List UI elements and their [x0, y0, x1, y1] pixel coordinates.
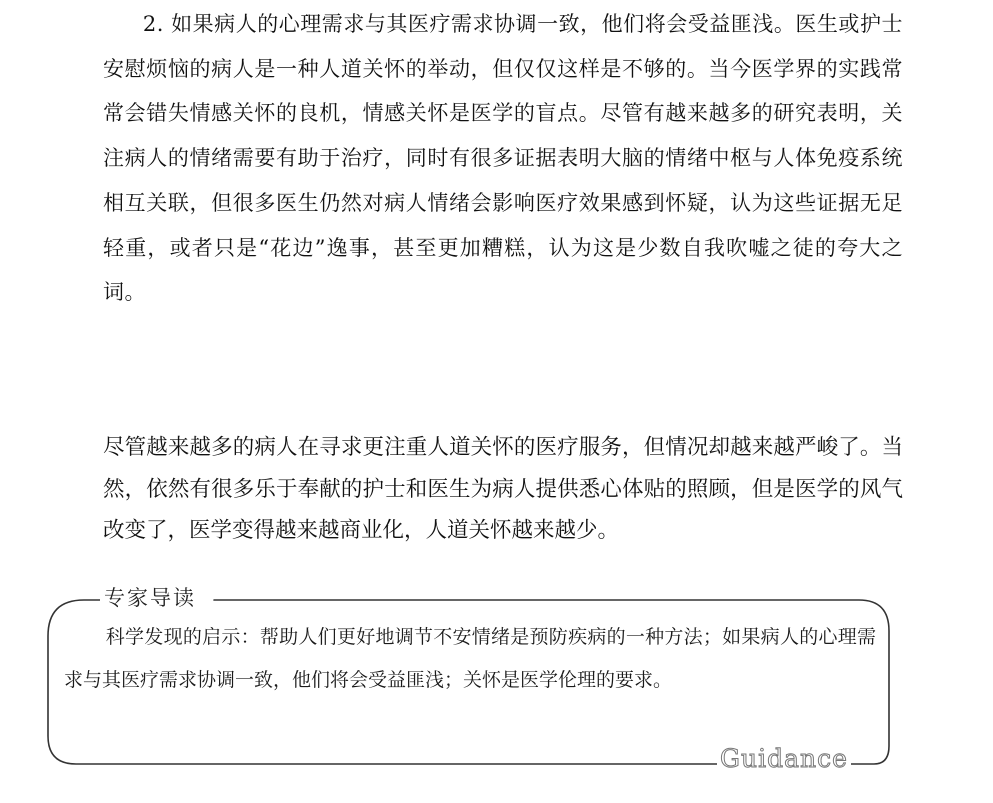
body-paragraph: 尽管越来越多的病人在寻求更注重人道关怀的医疗服务，但情况却越来越严峻了。当然，依然有很多乐于奉献的护士和医生为病人提供悉心体贴的照顾，但是医学的风气改变了，医学变得越来越商业化，人道关怀越来越少。 [103, 435, 903, 543]
numbered-paragraph: 2. 如果病人的心理需求与其医疗需求协调一致，他们将会受益匪浅。医生或护士安慰烦恼的病人是一种人道关怀的举动，但仅仅这样是不够的。当今医学界的实践常常会错失情感关怀的良机，情感关怀是医学的盲点。尽管有越来越多的研究表明，关注病人的情绪需要有助于治疗，同时有很多证据表明大脑的情绪中枢与人体免疫系统相互关联，但很多医生仍然对病人情绪会影响医疗效果感到怀疑，认为这些证据无足轻重，或者只是“花边”逸事，甚至更加糟糕，认为这是少数自我吹嘘之徒的夸大之词。 [103, 12, 903, 305]
expert-box-text: 科学发现的启示：帮助人们更好地调节不安情绪是预防疾病的一种方法；如果病人的心理需求与其医疗需求协调一致，他们将会受益匪浅；关怀是医学伦理的要求。 [64, 626, 876, 691]
expert-reading-box [44, 586, 893, 772]
guidance-watermark: Guidance [717, 744, 851, 774]
expert-box-title: 专家导读 [100, 584, 200, 612]
